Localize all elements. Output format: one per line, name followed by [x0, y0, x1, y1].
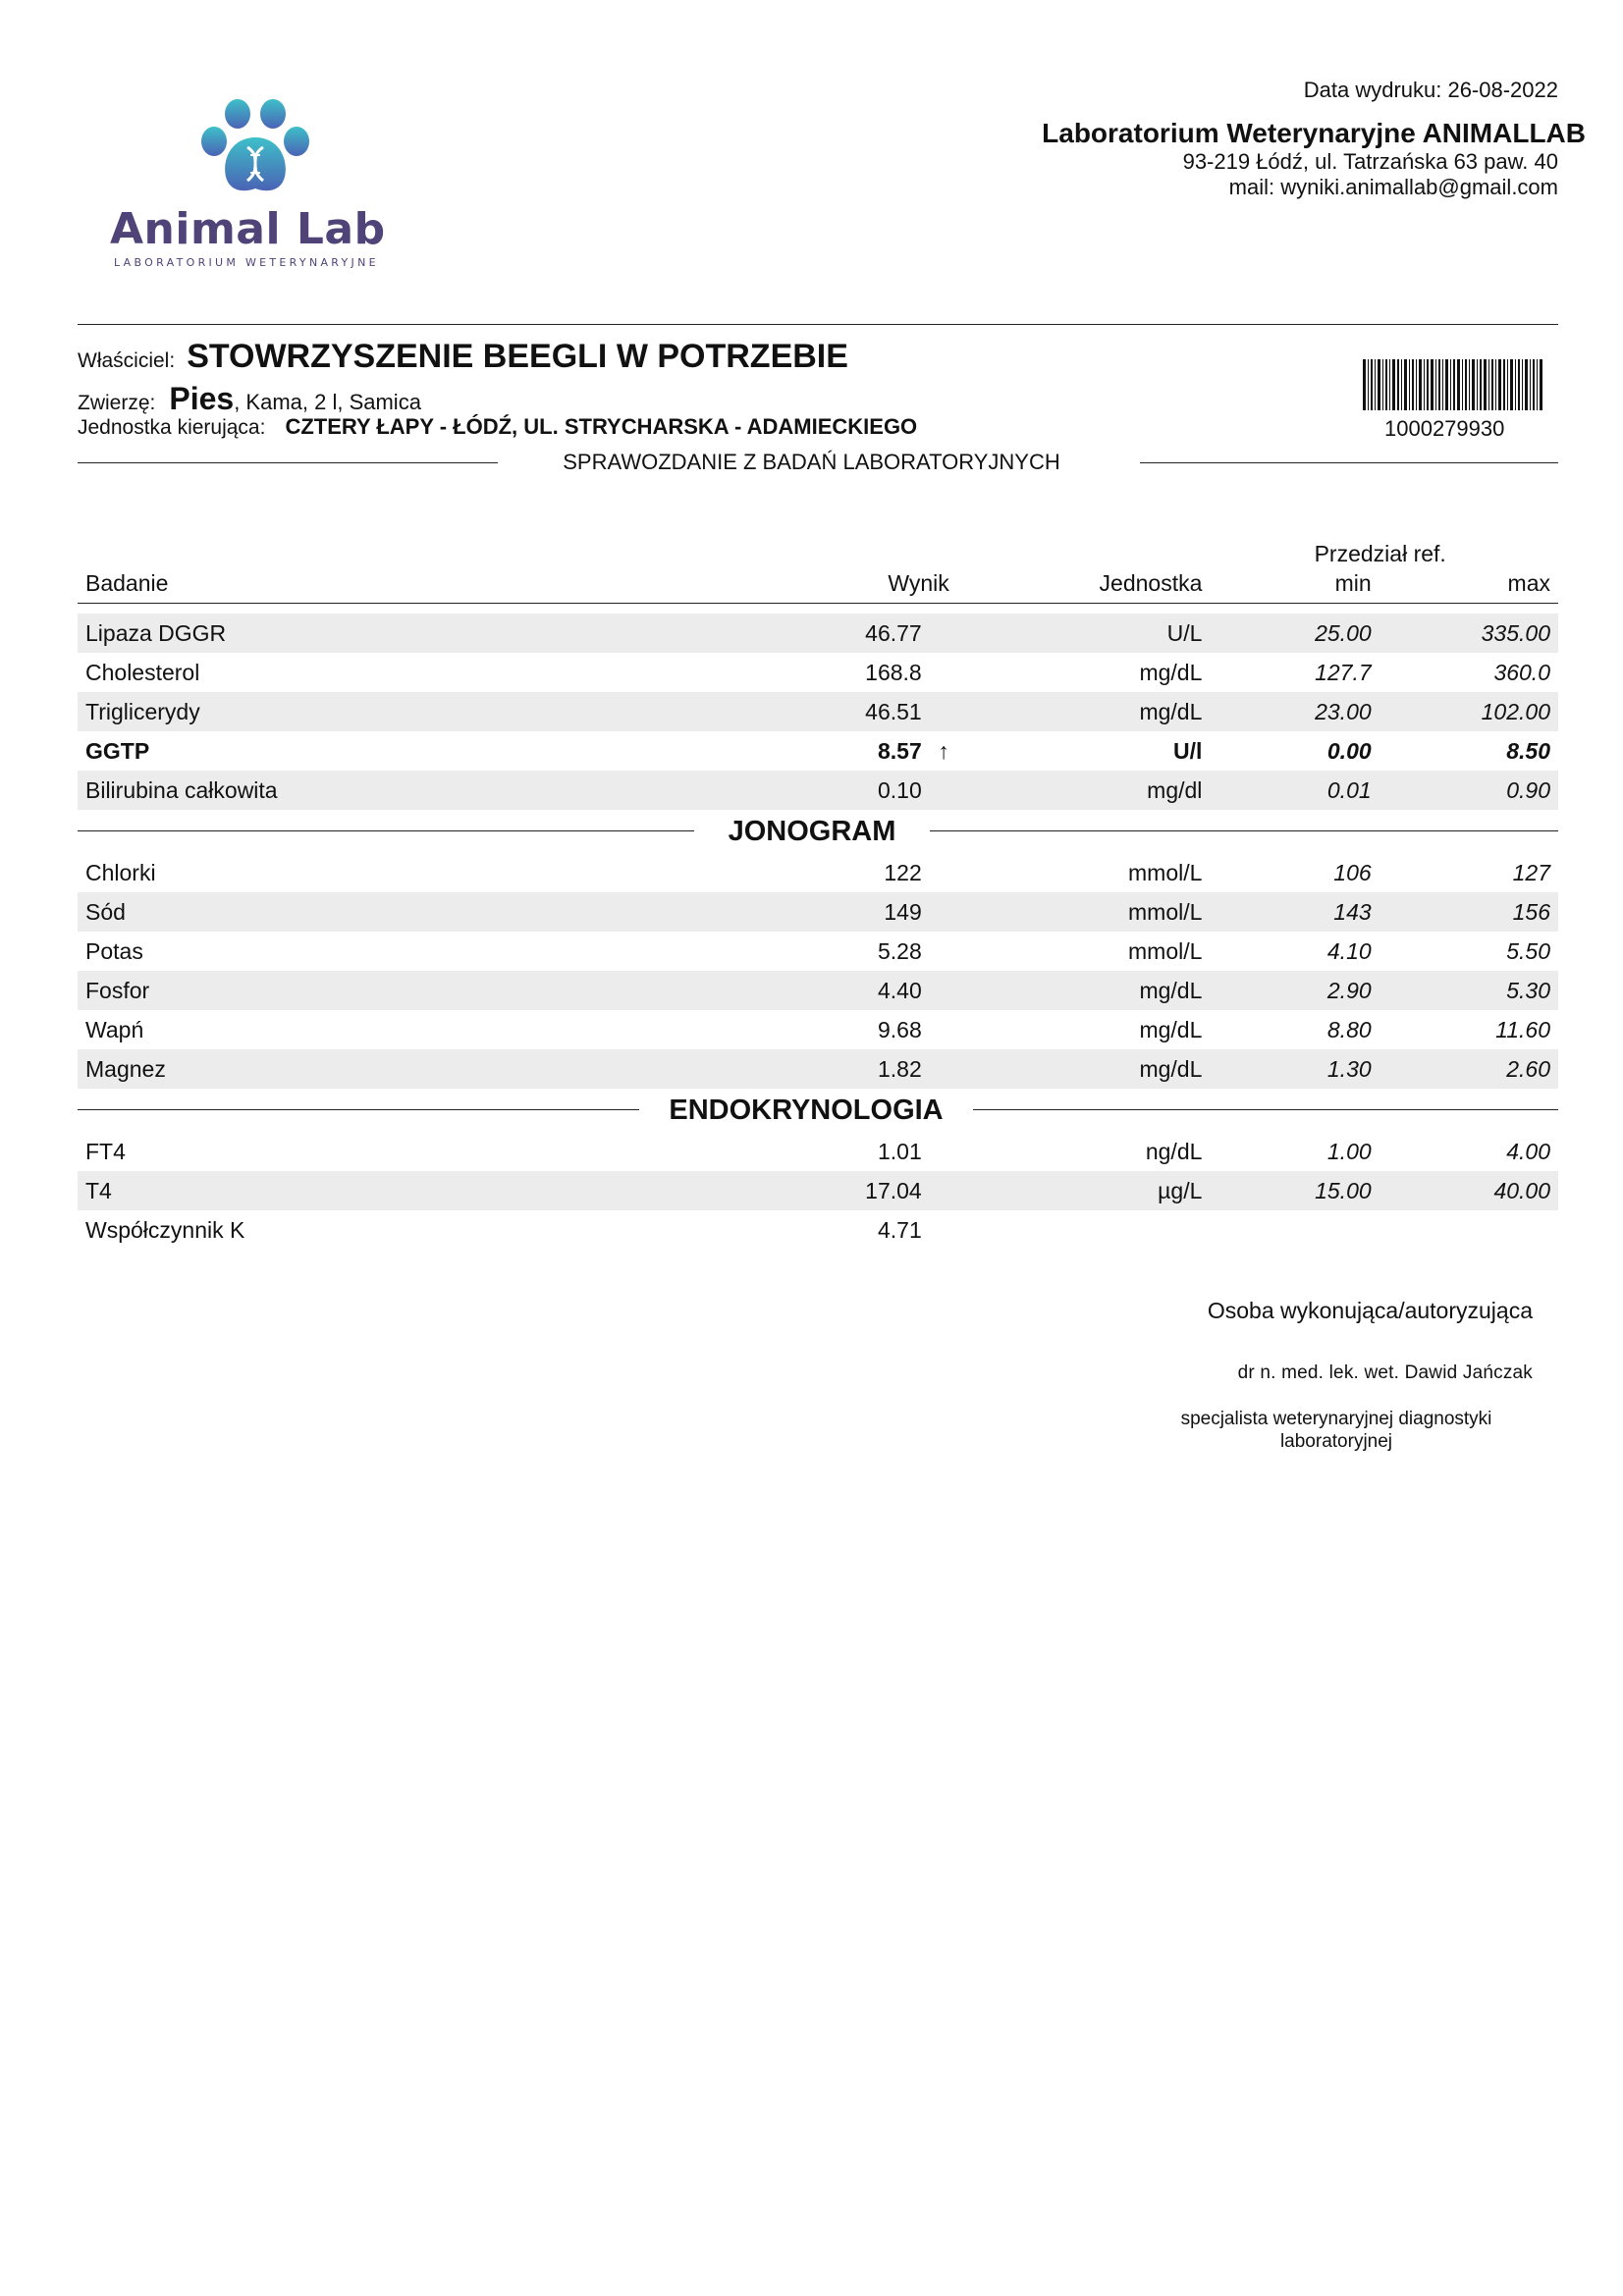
result-value: 46.51: [865, 698, 922, 724]
ref-min: 2.90: [1202, 971, 1371, 1010]
referring-unit-value: CZTERY ŁAPY - ŁÓDŹ, UL. STRYCHARSKA - ADAMIECKIEGO: [285, 414, 918, 439]
ref-min: 4.10: [1326, 937, 1372, 964]
test-unit: µg/L: [949, 1171, 1203, 1210]
result-value: 0.10: [877, 776, 922, 803]
title-line-right: [1140, 462, 1558, 463]
ref-max: 8.50: [1506, 737, 1550, 764]
result-row: [78, 614, 1558, 653]
animal-species: Pies: [169, 381, 235, 416]
test-result: [629, 853, 949, 892]
header-divider: [78, 324, 1558, 325]
signature-title: Osoba wykonująca/autoryzująca: [1207, 1298, 1533, 1323]
test-name: Magnez: [78, 1049, 629, 1089]
section-header-row: [78, 810, 1558, 853]
result-row: [78, 771, 1558, 810]
ref-min: 1.00: [1326, 1138, 1372, 1164]
ref-max: 5.30: [1372, 971, 1558, 1010]
test-unit: mmol/L: [1128, 937, 1203, 964]
test-result: [629, 932, 949, 971]
barcode: [1363, 359, 1545, 410]
ref-min: 8.80: [1326, 1016, 1372, 1042]
test-name: GGTP: [85, 737, 150, 764]
test-result: [629, 1171, 949, 1210]
test-unit: ng/dL: [1145, 1138, 1203, 1164]
result-value: 5.28: [877, 937, 922, 964]
result-value: 8.57: [877, 737, 922, 764]
test-unit: U/L: [949, 614, 1203, 653]
section-line-right: [930, 830, 1558, 831]
test-name: FT4: [85, 1138, 126, 1164]
result-value: 17.04: [865, 1177, 922, 1203]
col-unit-header: Jednostka: [949, 567, 1203, 604]
section-title: JONOGRAM: [728, 816, 896, 847]
section-line-right: [973, 1109, 1558, 1110]
signature-specialty: specjalista weterynaryjnej diagnostyki laboratoryjnej: [1180, 1409, 1492, 1452]
ref-min: 0.00: [1326, 737, 1372, 764]
result-row: [78, 1171, 1558, 1210]
ref-max: 40.00: [1372, 1171, 1558, 1210]
animal-row: [78, 381, 421, 417]
owner-row: [78, 338, 848, 376]
print-date: Data wydruku: 26-08-2022: [1303, 78, 1558, 102]
ref-max: 0.90: [1372, 771, 1558, 810]
section-header-row: [78, 1089, 1558, 1132]
test-unit: mmol/L: [1128, 859, 1203, 885]
test-result: [629, 771, 949, 810]
ref-max: 4.00: [1506, 1138, 1550, 1164]
result-value: 9.68: [877, 1016, 922, 1042]
owner-label: Właściciel:: [78, 349, 176, 372]
ref-max: 335.00: [1372, 614, 1558, 653]
result-row: [78, 653, 1558, 692]
test-name: Bilirubina całkowita: [78, 771, 629, 810]
paw-dna-icon: [196, 98, 314, 196]
referring-unit-row: [78, 414, 917, 440]
test-result: [629, 1010, 949, 1049]
animal-label: Zwierzę:: [78, 392, 156, 414]
test-name: Lipaza DGGR: [78, 614, 629, 653]
ref-max: 5.50: [1506, 937, 1550, 964]
test-name: Wapń: [85, 1016, 144, 1042]
ref-max: [1372, 1210, 1558, 1250]
ref-min: 106: [1333, 859, 1372, 885]
lab-address: 93-219 Łódź, ul. Tatrzańska 63 paw. 40: [1182, 149, 1558, 174]
report-title: SPRAWOZDANIE Z BADAŃ LABORATORYJNYCH: [563, 450, 1060, 474]
result-row: [78, 932, 1558, 971]
barcode-number: 1000279930: [1384, 416, 1505, 441]
ref-min: 15.00: [1202, 1171, 1371, 1210]
test-result: [629, 1049, 949, 1089]
test-name: Chlorki: [85, 859, 156, 885]
result-value: 4.71: [877, 1216, 922, 1243]
test-result: [629, 892, 949, 932]
logo-name: Animal Lab: [110, 204, 386, 254]
results-table: [78, 538, 1558, 1250]
test-unit: mg/dL: [949, 1049, 1203, 1089]
ref-min: 0.01: [1202, 771, 1371, 810]
result-row: [78, 853, 1558, 892]
col-min-header: min: [1202, 567, 1371, 604]
result-value: 46.77: [865, 619, 922, 646]
test-name: Współczynnik K: [85, 1216, 245, 1243]
ref-range-header: Przedział ref.: [1314, 541, 1446, 566]
test-unit: U/l: [1173, 737, 1203, 764]
result-flag-icon: ↑: [938, 737, 949, 764]
section-title: ENDOKRYNOLOGIA: [669, 1095, 944, 1126]
test-name: Potas: [85, 937, 143, 964]
test-result: [629, 731, 949, 771]
ref-min: 143: [1202, 892, 1371, 932]
ref-max: 360.0: [1493, 659, 1550, 685]
ref-max: 156: [1372, 892, 1558, 932]
test-name: T4: [78, 1171, 629, 1210]
section-line-left: [78, 1109, 639, 1110]
ref-min: 25.00: [1202, 614, 1371, 653]
lab-name: Laboratorium Weterynaryjne ANIMALLAB: [1042, 118, 1586, 148]
ref-min: [1202, 1210, 1371, 1250]
animal-details: , Kama, 2 l, Samica: [234, 390, 421, 414]
test-result: [629, 971, 949, 1010]
signature-name: dr n. med. lek. wet. Dawid Jańczak: [1237, 1362, 1533, 1383]
test-name: Fosfor: [78, 971, 629, 1010]
test-result: [629, 1210, 949, 1250]
test-unit: mmol/L: [949, 892, 1203, 932]
logo-subtitle: LABORATORIUM WETERYNARYJNE: [114, 256, 379, 269]
logo: [110, 98, 405, 275]
ref-min: 127.7: [1315, 659, 1372, 685]
test-unit: mg/dL: [1139, 1016, 1203, 1042]
test-name: Sód: [78, 892, 629, 932]
result-row: [78, 1049, 1558, 1089]
result-value: 1.01: [877, 1138, 922, 1164]
test-unit: mg/dL: [949, 692, 1203, 731]
referring-unit-label: Jednostka kierująca:: [78, 416, 266, 439]
section-line-left: [78, 830, 694, 831]
ref-min: 1.30: [1202, 1049, 1371, 1089]
col-test-header: Badanie: [78, 567, 629, 604]
result-row: [78, 971, 1558, 1010]
result-value: 1.82: [877, 1055, 922, 1082]
result-value: 4.40: [877, 977, 922, 1003]
test-result: [629, 653, 949, 692]
test-unit: mg/dl: [949, 771, 1203, 810]
result-row: [78, 1010, 1558, 1049]
ref-min: 23.00: [1202, 692, 1371, 731]
test-name: Cholesterol: [85, 659, 200, 685]
col-max-header: max: [1372, 567, 1558, 604]
test-result: [629, 614, 949, 653]
ref-max: 2.60: [1372, 1049, 1558, 1089]
lab-mail: mail: wyniki.animallab@gmail.com: [1228, 175, 1558, 199]
test-result: [629, 692, 949, 731]
result-value: 149: [884, 898, 922, 925]
test-result: [629, 1132, 949, 1171]
result-row: [78, 1132, 1558, 1171]
result-row: [78, 731, 1558, 771]
owner-value: STOWRZYSZENIE BEEGLI W POTRZEBIE: [187, 338, 848, 375]
test-unit: mg/dL: [1139, 659, 1203, 685]
ref-max: 127: [1512, 859, 1550, 885]
test-name: Triglicerydy: [78, 692, 629, 731]
result-row: [78, 692, 1558, 731]
result-value: 168.8: [865, 659, 922, 685]
result-row: [78, 1210, 1558, 1250]
result-value: 122: [884, 859, 922, 885]
result-row: [78, 892, 1558, 932]
col-result-header: Wynik: [629, 567, 949, 604]
ref-max: 11.60: [1495, 1016, 1550, 1042]
test-unit: [949, 1210, 1203, 1250]
test-unit: mg/dL: [949, 971, 1203, 1010]
ref-max: 102.00: [1372, 692, 1558, 731]
